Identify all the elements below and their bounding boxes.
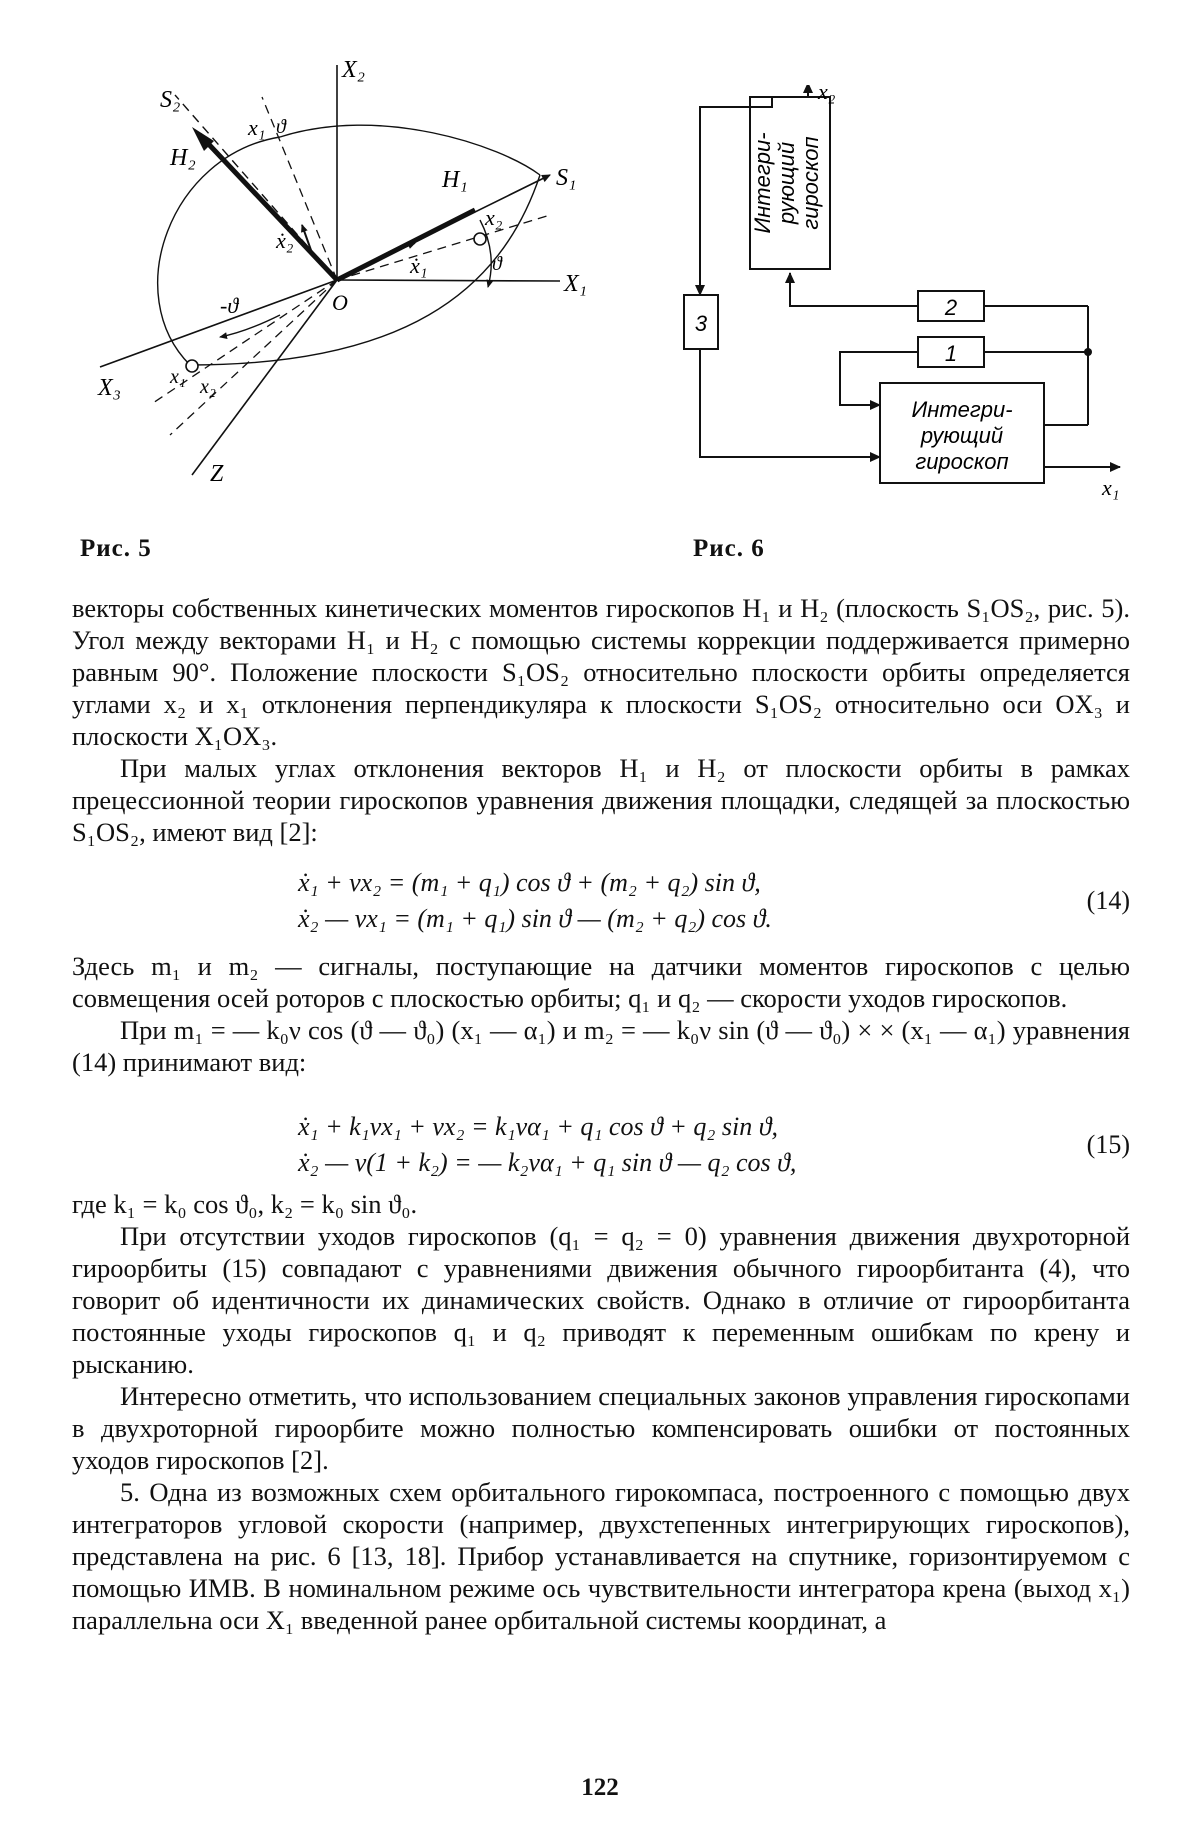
figure-6-caption: Рис. 6 bbox=[693, 535, 765, 562]
label-S1: S₁ bbox=[556, 165, 577, 191]
gyro-bottom-line3: гироскоп bbox=[915, 449, 1009, 474]
equation-15-line-1: ẋ₁ + k₁νx₁ + νx₂ = k₁να₁ + q₁ cos ϑ + q₂ sin ϑ, bbox=[298, 1112, 779, 1141]
block-2-label: 2 bbox=[944, 295, 958, 320]
label-H2: H₂ bbox=[170, 145, 196, 171]
label-x1-top: x₁ bbox=[248, 115, 266, 140]
label-theta-top: ϑ bbox=[276, 116, 286, 138]
equation-14 bbox=[72, 868, 1130, 940]
x3-axis bbox=[100, 280, 337, 367]
paragraph-2: При малых углах отклонения векторов H₁ и H₂ от плоскости орбиты в рамках прецессионной теории гироскопов уравнения движения площадки, следящей за плоскостью S₁OS₂, имеют вид [2]: bbox=[72, 753, 1130, 847]
label-x1dot: ẋ₁ bbox=[410, 253, 428, 278]
figure-6 bbox=[680, 85, 1140, 505]
label-x2dot: ẋ₂ bbox=[276, 228, 294, 253]
paragraph-7: Интересно отметить, что использованием специальных законов управления гироскопами в двухроторной гироорбите можно полностью компенсировать ошибки от постоянных уходов гироскопов [2]. bbox=[72, 1381, 1130, 1475]
label-X3: X₃ bbox=[98, 375, 122, 401]
figure-5 bbox=[80, 55, 600, 495]
junction-dot bbox=[1084, 348, 1092, 356]
block-1-label: 1 bbox=[944, 341, 958, 366]
block-3-label: 3 bbox=[694, 311, 708, 336]
label-x1-bottom: x₁ bbox=[170, 366, 186, 388]
theta-right-arc bbox=[480, 220, 491, 287]
paragraph-5: где k₁ = k₀ cos ϑ₀, k₂ = k₀ sin ϑ₀. bbox=[72, 1189, 418, 1219]
node-right bbox=[474, 233, 486, 245]
paragraph-1: векторы собственных кинетических моментов гироскопов H₁ и H₂ (плоскость S₁OS₂, рис. 5). Угол между векторами H₁ и H₂ с помощью системы коррекции поддерживается примерно равным 90°. Положение плоскости S₁OS₂ относительно плоскости орбиты определяется углами x₂ и x₁ отклонения перпендикуляра к плоскости S₁OS₂ относительно оси OX₃ и плоскости X₁OX₃. bbox=[72, 593, 1130, 751]
label-X2: X₂ bbox=[342, 57, 366, 83]
paragraph-8: 5. Одна из возможных схем орбитального гирокомпаса, построенного с помощью двух интеграторов угловой скорости (например, двухстепенных интегрирующих гироскопов), представлена на рис. 6 [13, 18]. Прибор устанавливается на спутнике, горизонтируемом с помощью ИМВ. В номинальном режиме ось чувствительности интегратора крена (выход x₁) параллельна оси X₁ введенной ранее орбитальной системы координат, а bbox=[72, 1477, 1130, 1635]
figure-5-diagram bbox=[80, 55, 600, 495]
x1-axis bbox=[337, 280, 560, 281]
paragraph-6: При отсутствии уходов гироскопов (q₁ = q₂ = 0) уравнения движения двухроторной гироорбиты (15) совпадают с уравнениями движения обычного гироорбитанта (4), что говорит об идентичности их динамических свойств. Однако в отличие от гироорбитанта постоянные уходы гироскопов q₁ и q₂ приводят к переменным ошибкам по крену и рысканию. bbox=[72, 1221, 1130, 1379]
label-X1: X₁ bbox=[564, 271, 588, 297]
equation-15-line-2: ẋ₂ — ν(1 + k₂) = — k₂να₁ + q₁ sin ϑ — q₂ cos ϑ, bbox=[298, 1148, 797, 1177]
paragraph-4: При m₁ = — k₀ν cos (ϑ — ϑ₀) (x₁ — α₁) и m₂ = — k₀ν sin (ϑ — ϑ₀) × × (x₁ — α₁) уравнения (14) принимают вид: bbox=[72, 1015, 1130, 1077]
line-block2-to-top-gyro bbox=[790, 273, 918, 306]
line-block3-to-gyro bbox=[700, 349, 880, 457]
figure-5-caption: Рис. 5 bbox=[80, 535, 152, 562]
equation-14-line-2: ẋ₂ — νx₁ = (m₁ + q₁) sin ϑ — (m₂ + q₂) cos ϑ. bbox=[298, 904, 772, 933]
x1-top-dashed bbox=[262, 97, 337, 280]
label-theta-right: ϑ bbox=[492, 253, 502, 275]
equation-14-line-1: ẋ₁ + νx₂ = (m₁ + q₁) cos ϑ + (m₂ + q₂) sin ϑ, bbox=[298, 868, 761, 897]
equation-15-number: (15) bbox=[1086, 1130, 1130, 1159]
page-number: 122 bbox=[581, 1774, 619, 1801]
figure-6-diagram bbox=[680, 85, 1140, 505]
gyro-top-text bbox=[750, 132, 823, 233]
fig6-label-x2: x₂ bbox=[818, 85, 836, 104]
node-bottom bbox=[186, 360, 198, 372]
paragraph-3: Здесь m₁ и m₂ — сигналы, поступающие на датчики моментов гироскопов с целью совмещения осей роторов с плоскостью орбиты; q₁ и q₂ — скорости уходов гироскопов. bbox=[72, 951, 1130, 1013]
h1-vector bbox=[337, 210, 475, 280]
text-section-1 bbox=[72, 592, 1130, 848]
gyro-bottom-line1: Интегри- bbox=[911, 397, 1013, 422]
label-O: O bbox=[332, 290, 348, 315]
equation-15 bbox=[72, 1112, 1130, 1184]
fig6-label-x1: x₁ bbox=[1102, 475, 1120, 500]
label-x2-right: x₂ bbox=[485, 205, 503, 230]
label-S2: S₂ bbox=[160, 87, 181, 113]
label-neg-theta: -ϑ bbox=[220, 293, 239, 318]
text-section-3 bbox=[72, 1188, 1130, 1636]
label-Z: Z bbox=[210, 461, 224, 487]
equation-14-number: (14) bbox=[1086, 886, 1130, 915]
text-section-2 bbox=[72, 950, 1130, 1078]
h2-vector bbox=[200, 135, 337, 280]
gyro-bottom-line2: рующий bbox=[920, 423, 1004, 448]
gyro-top-line1: Интегри- bbox=[750, 132, 775, 234]
neg-theta-arrow bbox=[220, 315, 280, 337]
gyro-top-line2: рующий bbox=[774, 141, 799, 225]
label-H1: H₁ bbox=[442, 167, 468, 193]
sphere-arc-top bbox=[280, 125, 540, 175]
x2-bottom-dashed bbox=[170, 280, 337, 435]
gyro-top-line3: гироскоп bbox=[798, 136, 823, 230]
label-x2-bottom: x₂ bbox=[200, 376, 216, 398]
sphere-arc-bottom bbox=[190, 175, 540, 365]
